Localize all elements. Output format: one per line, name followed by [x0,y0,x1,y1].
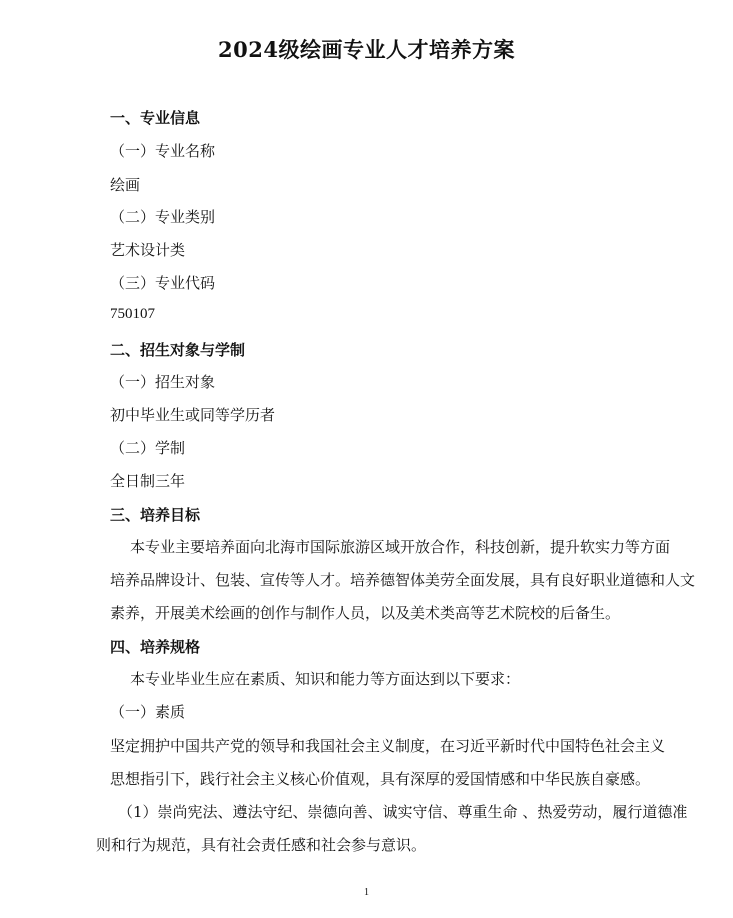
major-category-value: 艺术设计类 [110,241,186,259]
spec-intro: 本专业毕业生应在素质、知识和能力等方面达到以下要求： [130,670,521,688]
page-number: 1 [364,887,369,898]
major-name-value: 绘画 [110,176,141,194]
quality-line-1: 坚定拥护中国共产党的领导和我国社会主义制度，在习近平新时代中国特色社会主义 [110,737,666,755]
enrollment-target-label: （一）招生对象 [110,373,216,391]
quality-line-2: 思想指引下，践行社会主义核心价值观，具有深厚的爱国情感和中华民族自豪感。 [110,770,651,788]
section-2-heading: 二、招生对象与学制 [110,341,246,359]
section-3-heading: 三、培养目标 [110,506,201,524]
quality-item-1-line-2: 则和行为规范，具有社会责任感和社会参与意识。 [96,836,427,854]
major-code-label: （三）专业代码 [110,274,216,292]
duration-label: （二）学制 [110,439,186,457]
quality-label: （一）素质 [110,703,186,721]
section-1-heading: 一、专业信息 [110,109,201,127]
major-name-label: （一）专业名称 [110,142,216,160]
section-4-heading: 四、培养规格 [110,638,201,656]
duration-value: 全日制三年 [110,472,186,490]
major-code-value: 750107 [110,306,155,322]
objective-line-1: 本专业主要培养面向北海市国际旅游区域开放合作，科技创新，提升软实力等方面 [130,538,671,556]
quality-item-1-line-1: （1）崇尚宪法、遵法守纪、崇德向善、诚实守信、尊重生命 、热爱劳动，履行道德准 [118,803,688,821]
major-category-label: （二）专业类别 [110,208,216,226]
enrollment-target-value: 初中毕业生或同等学历者 [110,406,276,424]
objective-line-2: 培养品牌设计、包装、宣传等人才。培养德智体美劳全面发展，具有良好职业道德和人文 [110,571,696,589]
document-title: 2024级绘画专业人才培养方案 [218,37,515,62]
objective-line-3: 素养，开展美术绘画的创作与制作人员，以及美术类高等艺术院校的后备生。 [110,604,621,622]
